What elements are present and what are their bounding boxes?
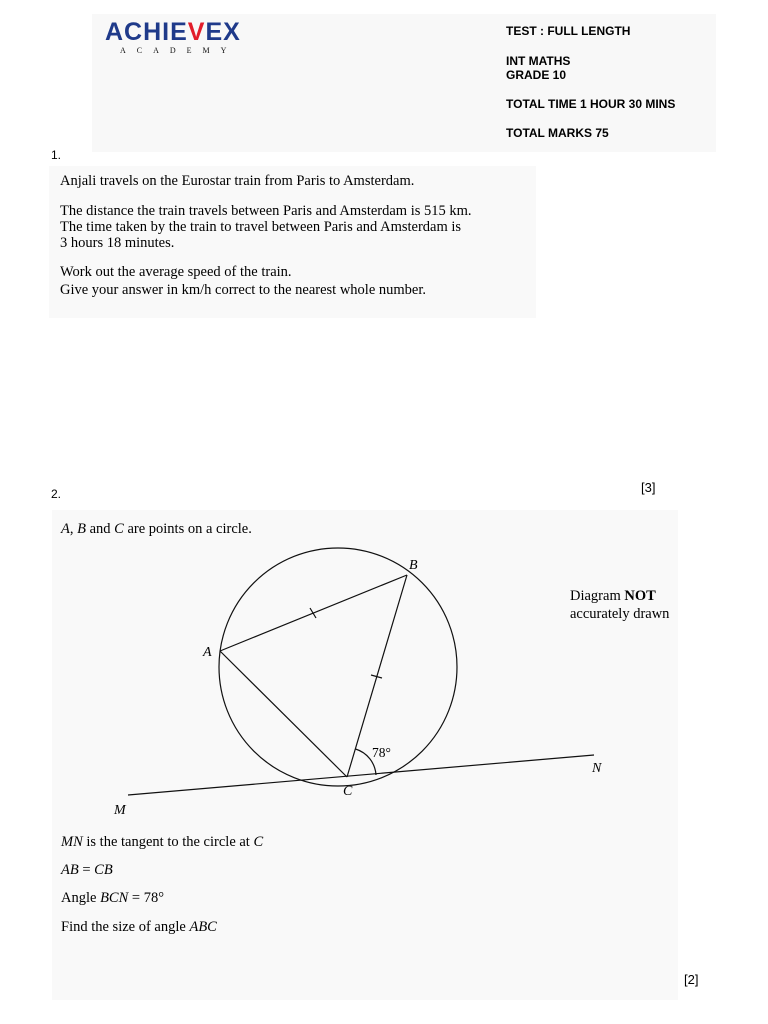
grade: GRADE 10 — [506, 68, 567, 82]
total-time: TOTAL TIME 1 HOUR 30 MINS — [506, 97, 676, 111]
diagram-note: Diagram NOT — [570, 588, 656, 604]
circle — [219, 548, 457, 786]
diagram-note-line-2: accurately drawn — [570, 606, 670, 622]
logo-brand: ACHIEVEX — [105, 18, 241, 46]
q1-line-4: 3 hours 18 minutes. — [60, 235, 175, 251]
q1-line-6: Give your answer in km/h correct to the nearest whole number. — [60, 282, 427, 298]
subject: INT MATHS — [506, 54, 571, 68]
q1-line-1: Anjali travels on the Eurostar train from Paris to Amsterdam. — [60, 173, 415, 189]
q2-fact-angle: Angle BCN = 78° — [61, 890, 164, 906]
question-1-number: 1. — [51, 148, 62, 162]
q1-line-2: The distance the train travels between Paris and Amsterdam is 515 km. — [60, 203, 472, 219]
point-label-a: A — [203, 645, 212, 660]
angle-label-78: 78° — [372, 745, 391, 760]
q2-fact-equal-sides: AB = CB — [61, 862, 113, 878]
q2-intro: A, B and C are points on a circle. — [61, 521, 252, 537]
total-marks: TOTAL MARKS 75 — [506, 126, 609, 140]
q1-line-5: Work out the average speed of the train. — [60, 264, 292, 280]
point-label-m: M — [114, 803, 126, 818]
logo-check-mark: V — [187, 18, 206, 46]
q1-line-3: The time taken by the train to travel between Paris and Amsterdam is — [60, 219, 462, 235]
point-label-n: N — [592, 761, 602, 776]
question-2-number: 2. — [51, 487, 62, 501]
question-2-marks: [2] — [684, 972, 699, 987]
equal-tick-ab — [310, 608, 316, 618]
tangent-line-mn — [128, 755, 594, 795]
test-title: TEST : FULL LENGTH — [506, 24, 631, 38]
logo-subtitle: ACADEMY — [120, 46, 238, 55]
point-label-b: B — [409, 558, 418, 573]
q2-task: Find the size of angle ABC — [61, 919, 217, 935]
q2-fact-tangent: MN is the tangent to the circle at C — [61, 834, 264, 850]
point-label-c: C — [343, 784, 353, 799]
question-1-marks: [3] — [641, 480, 656, 495]
chord-ac — [220, 651, 347, 777]
